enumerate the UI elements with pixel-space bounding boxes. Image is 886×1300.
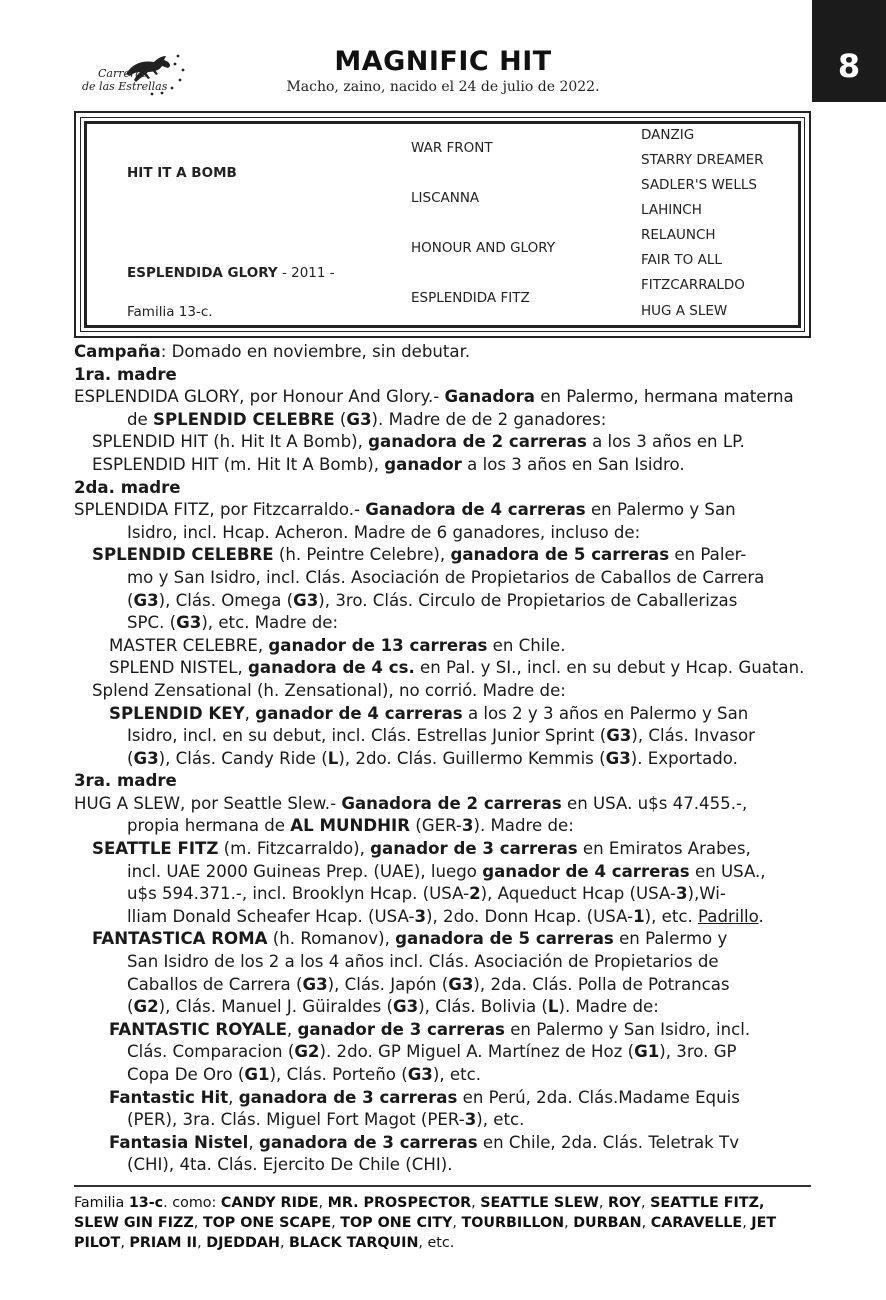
footer-line: SLEW GIN FIZZ, TOP ONE SCAPE, TOP ONE CITY, TOURBILLON, DURBAN, CARAVELLE, JET (74, 1215, 777, 1231)
third-dam-offspring: lliam Donald Scheafer Hcap. (USA-3), 2do. Donn Hcap. (USA-1), etc. Padrillo. (127, 906, 764, 926)
pedigree-sire-sire: WAR FRONT (411, 140, 493, 156)
third-dam-grand-offspring: Clás. Comparacion (G2). 2do. GP Miguel A. Martínez de Hoz (G1), 3ro. GP (127, 1042, 737, 1062)
horse-description: Macho, zaino, nacido el 24 de julio de 2022. (286, 79, 600, 95)
pedigree-gen3-4: LAHINCH (641, 202, 702, 218)
third-dam-heading: 3ra. madre (74, 771, 177, 791)
page-number-badge: 8 (812, 0, 886, 102)
second-dam-offspring: SPC. (G3), etc. Madre de: (127, 613, 339, 633)
third-dam-offspring: FANTASTICA ROMA (h. Romanov), ganadora de 5 carreras en Palermo y (92, 929, 728, 949)
first-dam-offspring: ESPLENDID HIT (m. Hit It A Bomb), ganador a los 3 años en San Isidro. (92, 454, 685, 474)
second-dam-grand-offspring: MASTER CELEBRE, ganador de 13 carreras en Chile. (109, 635, 566, 655)
first-dam-offspring: SPLENDID HIT (h. Hit It A Bomb), ganadora de 2 carreras a los 3 años en LP. (92, 432, 745, 452)
pedigree-sire: HIT IT A BOMB (127, 165, 237, 181)
pedigree-gen3-3: SADLER'S WELLS (641, 177, 757, 193)
logo-text-line2: de las Estrellas (82, 80, 168, 93)
pedigree-sire-dam: LISCANNA (411, 190, 480, 206)
second-dam-grand-offspring: (G3), Clás. Candy Ride (L), 2do. Clás. Guillermo Kemmis (G3). Exportado. (127, 748, 738, 768)
third-dam-grand-offspring: FANTASTIC ROYALE, ganador de 3 carreras en Palermo y San Isidro, incl. (109, 1019, 751, 1039)
footer-line: Familia 13-c. como: CANDY RIDE, MR. PROSPECTOR, SEATTLE SLEW, ROY, SEATTLE FITZ, (74, 1195, 765, 1211)
third-dam-offspring: (G2), Clás. Manuel J. Güiraldes (G3), Clás. Bolivia (L). Madre de: (127, 997, 659, 1017)
second-dam-grand-offspring: SPLEND NISTEL, ganadora de 4 cs. en Pal. y SI., incl. en su debut y Hcap. Guatan. (109, 658, 805, 678)
third-dam-offspring: u$s 594.371.-, incl. Brooklyn Hcap. (USA-2), Aqueduct Hcap (USA-3),Wi- (127, 884, 726, 904)
third-dam-offspring: San Isidro de los 2 a los 4 años incl. Clás. Asociación de Propietarios de (127, 952, 719, 972)
logo-text-line1: Carreras (98, 67, 148, 80)
second-dam-grand-offspring: Isidro, incl. en su debut, incl. Clás. Estrellas Junior Sprint (G3), Clás. Invasor (127, 726, 755, 746)
pedigree-dam-sire: HONOUR AND GLORY (411, 240, 555, 256)
pedigree-gen3-6: FAIR TO ALL (641, 252, 722, 268)
horse-name-title: MAGNIFIC HIT (334, 46, 552, 77)
second-dam-offspring: SPLENDID CELEBRE (h. Peintre Celebre), ganadora de 5 carreras en Paler- (92, 545, 747, 565)
pedigree-dam: ESPLENDIDA GLORY - 2011 - (127, 265, 335, 281)
third-dam-grand-offspring: (CHI), 4ta. Clás. Ejercito De Chile (CHI). (127, 1155, 453, 1175)
campaign-and-dams-text (74, 341, 824, 1177)
second-dam-offspring: mo y San Isidro, incl. Clás. Asociación de Propietarios de Caballos de Carrera (127, 567, 765, 587)
third-dam-grand-offspring: Fantasia Nistel, ganadora de 3 carreras en Chile, 2da. Clás. Teletrak Tv (109, 1132, 740, 1152)
first-dam-line: ESPLENDIDA GLORY, por Honour And Glory.- Ganadora en Palermo, hermana materna (74, 387, 794, 407)
third-dam-offspring: Caballos de Carrera (G3), Clás. Japón (G3), 2da. Clás. Polla de Potrancas (127, 974, 730, 994)
third-dam-grand-offspring: Copa De Oro (G1), Clás. Porteño (G3), etc. (127, 1065, 481, 1084)
first-dam-line: de SPLENDID CELEBRE (G3). Madre de de 2 ganadores: (127, 409, 607, 429)
pedigree-gen3-8: HUG A SLEW (641, 303, 728, 319)
second-dam-heading: 2da. madre (74, 477, 181, 497)
third-dam-grand-offspring: (PER), 3ra. Clás. Miguel Fort Magot (PER-3), etc. (127, 1110, 525, 1130)
second-dam-offspring: Splend Zensational (h. Zensational), no corrió. Madre de: (92, 680, 566, 700)
pedigree-gen3-2: STARRY DREAMER (641, 152, 764, 168)
third-dam-offspring: SEATTLE FITZ (m. Fitzcarraldo), ganador de 3 carreras en Emiratos Arabes, (92, 839, 751, 859)
third-dam-line: propia hermana de AL MUNDHIR (GER-3). Madre de: (127, 816, 574, 836)
footer-divider (74, 1185, 811, 1187)
third-dam-grand-offspring: Fantastic Hit, ganadora de 3 carreras en Perú, 2da. Clás.Madame Equis (109, 1087, 740, 1107)
third-dam-offspring: incl. UAE 2000 Guineas Prep. (UAE), luego ganador de 4 carreras en USA., (127, 861, 766, 881)
pedigree-gen3-5: RELAUNCH (641, 227, 716, 243)
pedigree-gen3-1: DANZIG (641, 127, 695, 143)
footer-line: PILOT, PRIAM II, DJEDDAH, BLACK TARQUIN, etc. (74, 1235, 455, 1251)
second-dam-grand-offspring: SPLENDID KEY, ganador de 4 carreras a los 2 y 3 años en Palermo y San (109, 703, 749, 723)
third-dam-line: HUG A SLEW, por Seattle Slew.- Ganadora de 2 carreras en USA. u$s 47.455.-, (74, 793, 748, 813)
second-dam-line: Isidro, incl. Hcap. Acheron. Madre de 6 ganadores, incluso de: (127, 522, 641, 542)
pedigree-gen3-7: FITZCARRALDO (641, 277, 745, 293)
second-dam-line: SPLENDIDA FITZ, por Fitzcarraldo.- Ganadora de 4 carreras en Palermo y San (74, 500, 736, 520)
first-dam-heading: 1ra. madre (74, 364, 177, 384)
second-dam-offspring: (G3), Clás. Omega (G3), 3ro. Clás. Circulo de Propietarios de Caballerizas (127, 590, 738, 610)
pedigree-family: Familia 13-c. (127, 304, 213, 320)
pedigree-dam-dam: ESPLENDIDA FITZ (411, 290, 530, 306)
campaign-line: Campaña: Domado en noviembre, sin debutar. (74, 342, 471, 361)
family-footer (74, 1193, 819, 1253)
